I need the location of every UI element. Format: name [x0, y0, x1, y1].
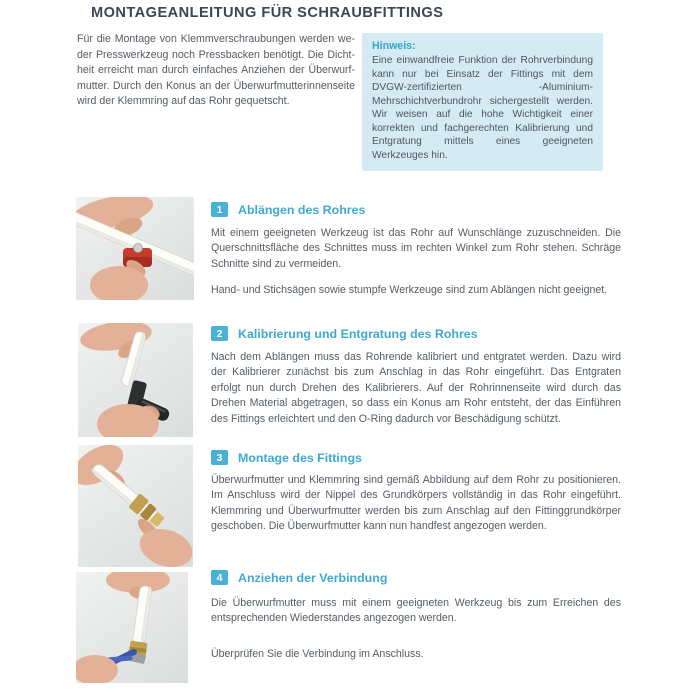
notice-label: Hinweis:	[372, 40, 416, 52]
step1-number-badge: 1	[211, 202, 228, 217]
notice-text: Eine einwandfreie Funktion der Rohrverbindung kann nur bei Einsatz der Fittings mit dem DVGW-zertifizierten -Aluminium-Mehrschichtverbundrohr sichergestellt werden. Wir weisen auf die hohe Wichtigkeit einer korrekten und fachgerechten Kalibrierung und Entgratung mittels eines geeigneten Werkzeuges hin.	[372, 55, 593, 161]
step3-photo	[78, 445, 193, 567]
step3-paragraph-1: Überwurfmutter und Klemmring sind gemäß Abbildung auf dem Rohr zu positionieren. Im Anschluss wird der Nippel des Grundkörpers vollständig in das Rohr eingeführt. Klemmring und Überwurfmutter werden bis zum Anschlag auf den Fittinggrundkörper geschoben. Die Überwurfmutter kann nun handfest angezogen werden.	[211, 474, 621, 533]
page-title: MONTAGEANLEITUNG FÜR SCHRAUBFITTINGS	[91, 5, 444, 21]
step2-header	[211, 326, 478, 341]
step2-paragraph-1: Nach dem Ablängen muss das Rohrende kalibriert und entgratet werden. Dazu wird der Kalibrierer zunächst bis zum Anschlag in das Rohr eingeführt. Das Entgraten erfolgt nun durch Drehen des Kalibrierers. Auf der Rohrinnenseite wird durch das Drehen Material abgetragen, so dass ein Konus am Rohr entsteht, der das Einführen des Fittings erleichtert und den O-Ring dadurch vor Beschädigung schützt.	[211, 351, 621, 425]
step2-heading: Kalibrierung und Entgratung des Rohres	[238, 326, 478, 341]
step3-heading: Montage des Fittings	[238, 450, 362, 465]
step1-header	[211, 202, 365, 217]
step4-heading: Anziehen der Verbindung	[238, 570, 388, 585]
step1-photo	[76, 197, 194, 300]
step2-number-badge: 2	[211, 326, 228, 341]
step4-number-badge: 4	[211, 570, 228, 585]
step1-paragraph-2: Hand- und Stichsägen sowie stumpfe Werkzeuge sind zum Ablängen nicht geeignet.	[211, 284, 608, 296]
step4-header	[211, 570, 387, 585]
step4-paragraph-1: Die Überwurfmutter muss mit einem geeigneten Werkzeug bis zum Erreichen des entsprechenden Wiederstandes angezogen werden.	[211, 597, 621, 625]
step4-photo	[76, 572, 188, 683]
step2-photo	[78, 323, 193, 437]
notice-box	[362, 33, 603, 171]
intro-paragraph: Für die Montage von Klemmverschraubungen werden weder Presswerkzeug noch Pressbacken benötigt. Die Dichtheit erreicht man durch einfaches Anziehen der Überwurfmutter. Durch den Konus an der Überwurfmutterinnenseite wird der Klemmring auf das Rohr gequetscht.	[77, 33, 355, 107]
fitting-assembly-photo-icon	[78, 445, 193, 567]
step4-paragraph-2: Überprüfen Sie die Verbindung im Anschluss.	[211, 648, 424, 660]
step1-heading: Ablängen des Rohres	[238, 202, 366, 217]
step3-number-badge: 3	[211, 450, 228, 465]
pipe-calibrating-photo-icon	[78, 323, 193, 437]
step3-header	[211, 450, 362, 465]
pipe-cutting-photo-icon	[76, 197, 194, 300]
wrench-tightening-photo-icon	[76, 572, 188, 683]
step1-paragraph-1: Mit einem geeigneten Werkzeug ist das Rohr auf Wunschlänge zuzuschneiden. Die Querschnittsfläche des Schnittes muss im rechten Winkel zum Rohr stehen. Schräge Schnitte sind zu vermeiden.	[211, 227, 621, 270]
